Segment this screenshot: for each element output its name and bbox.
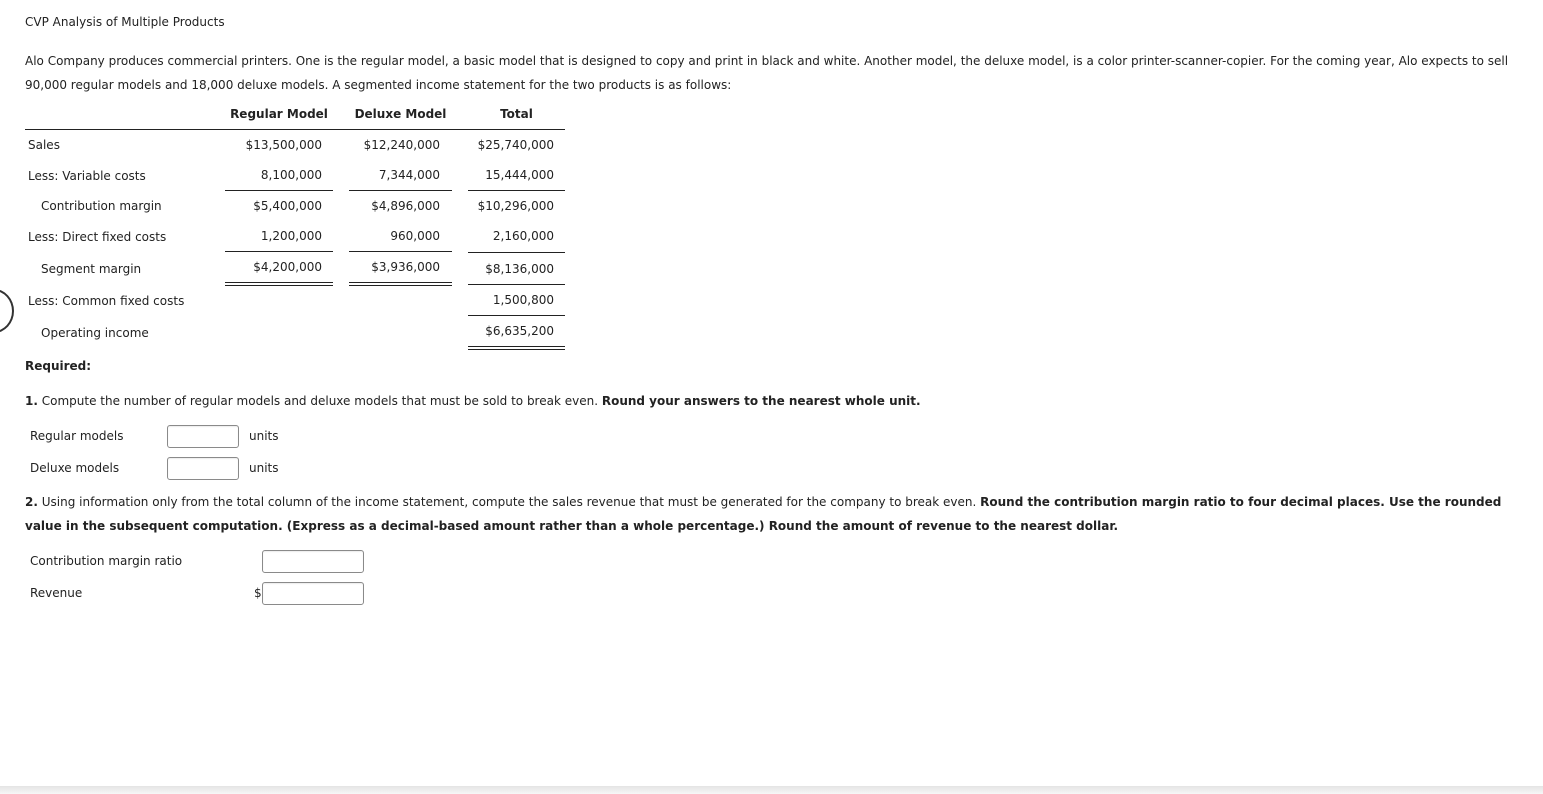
col-header-total: Total (500, 107, 533, 121)
row-label-direct-fixed-costs: Less: Direct fixed costs (28, 230, 167, 244)
cell-sm-regular: $4,200,000 (253, 260, 322, 274)
row-label-sales: Sales (28, 138, 60, 152)
double-rule (349, 282, 452, 286)
contribution-margin-ratio-label: Contribution margin ratio (30, 554, 183, 568)
unit-label: units (249, 461, 279, 475)
subtotal-rule (349, 251, 452, 252)
subtotal-rule (349, 190, 452, 191)
regular-models-label: Regular models (30, 429, 124, 443)
cell-sales-regular: $13,500,000 (245, 138, 322, 152)
cell-cm-regular: $5,400,000 (253, 199, 322, 213)
page-title: CVP Analysis of Multiple Products (25, 15, 225, 29)
revenue-label: Revenue (30, 586, 83, 600)
row-label-variable-costs: Less: Variable costs (28, 169, 146, 183)
cell-sales-total: $25,740,000 (477, 138, 554, 152)
cell-cfc-total: 1,500,800 (492, 293, 554, 307)
deluxe-models-label: Deluxe models (30, 461, 120, 475)
contribution-margin-ratio-input[interactable] (262, 550, 364, 573)
subtotal-rule (225, 190, 333, 191)
row-label-common-fixed-costs: Less: Common fixed costs (28, 294, 185, 308)
subtotal-rule (468, 315, 565, 316)
question-1 (25, 389, 1525, 413)
cell-oi-total: $6,635,200 (485, 324, 554, 338)
question-number: 1. (25, 394, 38, 408)
cell-dfc-total: 2,160,000 (492, 229, 554, 243)
dollar-prefix: $ (254, 586, 262, 600)
deluxe-models-input[interactable] (167, 457, 239, 480)
cell-sales-deluxe: $12,240,000 (363, 138, 440, 152)
cell-cm-total: $10,296,000 (477, 199, 554, 213)
subtotal-rule (225, 251, 333, 252)
subtotal-rule (468, 284, 565, 285)
cell-variable-deluxe: 7,344,000 (378, 168, 440, 182)
question-instruction: Round your answers to the nearest whole unit. (601, 394, 921, 408)
cell-cm-deluxe: $4,896,000 (371, 199, 440, 213)
cell-variable-total: 15,444,000 (485, 168, 554, 182)
cell-sm-total: $8,136,000 (485, 262, 554, 276)
double-rule (468, 346, 565, 350)
regular-models-input[interactable] (167, 425, 239, 448)
question-number: 2. (25, 495, 38, 509)
question-text: Compute the number of regular models and deluxe models that must be sold to break even. (41, 394, 599, 408)
required-heading: Required: (25, 359, 92, 373)
cell-sm-deluxe: $3,936,000 (371, 260, 440, 274)
col-header-deluxe: Deluxe Model (354, 107, 447, 121)
question-text: Using information only from the total column of the income statement, compute the sales revenue that must be generated for the company to break even. (41, 495, 977, 509)
question-2 (25, 490, 1515, 538)
question-instruction: Round the contribution margin ratio to four decimal places. Use the rounded value in the subsequent computation. (Express as a decimal-based amount rather than a whole percentage.) Round the amount of revenue to the nearest dollar. (25, 495, 1502, 533)
cell-dfc-regular: 1,200,000 (260, 229, 322, 243)
double-rule (225, 282, 333, 286)
cell-variable-regular: 8,100,000 (260, 168, 322, 182)
col-header-regular: Regular Model (230, 107, 328, 121)
revenue-input[interactable] (262, 582, 364, 605)
unit-label: units (249, 429, 279, 443)
cell-dfc-deluxe: 960,000 (390, 229, 440, 243)
row-label-contribution-margin: Contribution margin (41, 199, 162, 213)
table-header-rule (25, 129, 565, 130)
row-label-segment-margin: Segment margin (41, 262, 142, 276)
problem-description: Alo Company produces commercial printers. One is the regular model, a basic model that is designed to copy and print in black and white. Another model, the deluxe model, is a color printer-scanner-copier. For the coming year, Alo expects to sell 90,000 regular models and 18,000 deluxe models. A segmented income statement for the two products is as follows: (25, 54, 1509, 92)
row-label-operating-income: Operating income (41, 326, 149, 340)
subtotal-rule (468, 190, 565, 191)
side-tab-handle[interactable] (0, 289, 14, 333)
bottom-scroll-edge (0, 786, 1543, 794)
subtotal-rule (468, 252, 565, 253)
